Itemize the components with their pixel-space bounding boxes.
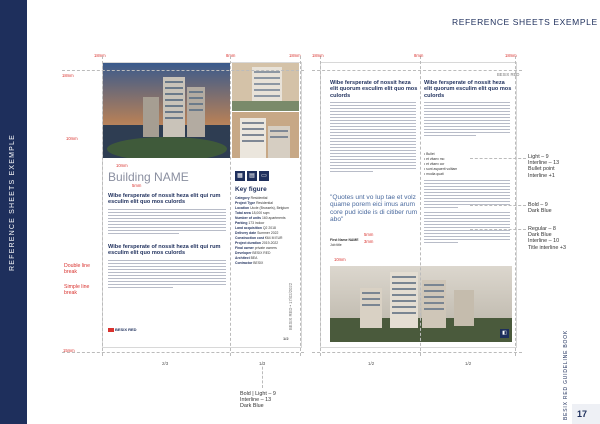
connector-light [470,158,526,159]
gutter-label: 8mm [226,53,236,58]
left-guide-1 [102,56,103,356]
top-margin-label: 18mm [62,73,74,78]
right-guide-1 [320,56,321,356]
right-col2-text [424,102,510,138]
left-guide-2 [230,56,231,356]
inner-margin-label: 10mm [66,136,78,141]
left-body-text-1 [108,209,226,236]
footer-vertical-text: BESIX RED • 17/02/2022 [288,282,293,330]
key-figure-value: private owners [254,246,277,250]
fraction-left-b: 1/3 [259,361,266,366]
annotation-connector-left [262,362,263,388]
key-figure-value: 160 apartments [261,216,286,220]
top-guide [62,70,304,71]
pull-quote: "Quotes unt vo lup tae et volz quame porem eici imus arum core pud icide is di citiber rum abo" [330,194,418,224]
connector-bold [470,205,526,206]
logo-text: BESIX RED [115,327,137,332]
right-spacing-label: 10mm [334,257,346,262]
key-figure-label: Contractor [235,261,253,265]
key-figure-label: Total area [235,211,251,215]
key-figure-label: Construction cost [235,236,265,240]
connector-regular [470,229,526,230]
regular-annotation: Regular – 8 Dark Blue Interline – 10 Title interline +3 [528,226,567,251]
heading-spacing-label: 5mm [132,183,142,188]
key-figure-label: Number of units [235,216,261,220]
key-figure-value: Residential [250,196,268,200]
key-figure-label: Category [235,196,250,200]
key-figure-value: €64 M EUR [264,236,283,240]
key-figure-value: BEA [250,256,258,260]
page-number: 17 [577,409,588,419]
bullet-dot-icon: • [424,172,427,176]
left-heading-2: Wibe fersperate of nossit heza elit qui rum esculim elit quo mos culords [108,244,221,257]
key-figure-label: Project duration [235,241,261,245]
left-footer-vertical [288,282,294,390]
right-col1-text [330,102,416,174]
logo-mark-icon [108,328,114,332]
key-figure-value: Summer 2022 [257,231,279,235]
quote-author-title: Job title [330,243,342,247]
right-side-label: 18mm [312,53,324,58]
right-gutter-label: 8mm [414,53,424,58]
key-figure-label: Location [235,206,250,210]
quote-spacing-label-2: 3mm [364,239,374,244]
key-figure-title: Key figure [235,186,267,193]
key-figure-value: BESIX [253,261,264,265]
left-guide-3 [300,56,301,356]
key-figure-list [235,196,295,266]
quote-author: First Name NAME [330,238,359,242]
right-guide-2 [420,56,421,356]
bold-light-annotation: Bold | Light – 9 Interline – 13 Dark Blue [240,391,276,410]
simple-line-break-label: Simple line break [64,284,90,296]
key-figure-value: Uccle (Brussels), Belgium [250,206,289,210]
key-figure-label: Parking [235,221,248,225]
bottom-guide [62,352,304,353]
bullet-text: et vitaex mo [426,157,445,161]
logo-label-right: BESIX RED [497,72,520,77]
left-heading-1: Wibe fersperate of nossit heza elit qui rum esculim elit quo mos culords [108,193,221,206]
document-icon: ▭ [259,171,269,181]
left-photo-small-bottom [232,112,299,158]
bullet-text: modia quati [426,172,444,176]
right-heading-left: Wibe fersperate of nossit heza elit quorum esculim elit quo mos culords [330,80,418,99]
key-figure-label: Developer [235,251,252,255]
key-figure-value: BESIX RED [252,251,271,255]
quote-spacing-label-1: 5mm [364,232,374,237]
right-top-guide [312,70,522,71]
sidebar-title: REFERENCE SHEETS EXEMPLE [9,134,16,271]
key-figure-label: Delivery date [235,231,257,235]
bullet-dot-icon: • [424,157,427,161]
key-figure-value: Q2 2018 [262,226,276,230]
logo-mark-icon-right: ◧ [500,329,509,338]
bottom-margin-label: 15mm [63,348,75,353]
key-figure-row [235,261,295,266]
key-figure-value: Residential [256,201,273,205]
left-body-text-2 [108,260,226,290]
right-building-photo [330,266,512,342]
right-guide-3 [515,56,516,356]
calendar-icon: ▤ [247,171,257,181]
bold-annotation: Bold – 9 Dark Blue [528,202,552,215]
key-figure-value: 2019-2022 [261,241,279,245]
double-line-break-label: Double line break [64,263,90,275]
side-margin-label: 18mm [94,53,106,58]
bullet-list [424,152,457,177]
building-name: Building NAME [108,170,189,184]
besix-logo-left [108,327,137,332]
fraction-left-a: 2/3 [162,361,169,366]
bullet-dot-icon: • [424,152,427,156]
key-figure-label: Architect [235,256,250,260]
key-figure-value: 173 indoor [248,221,265,225]
bullet-text: sunt aspaerit volitam [426,167,458,171]
bullet-dot-icon: • [424,167,427,171]
page-title: REFERENCE SHEETS EXEMPLE [452,17,598,27]
bullet-item [424,172,457,177]
guide-book-label: BESIX RED GUIDELINE BOOK [563,329,569,420]
bullet-dot-icon: • [424,162,427,166]
key-figure-label: Final owner [235,246,254,250]
right-margin-label: 18mm [289,53,301,58]
left-building-photo [103,63,230,158]
bullet-text: Bullet [426,152,435,156]
fraction-right-a: 1/2 [368,361,375,366]
right-heading-right: Wibe fersperate of nossit heza elit quorum esculim elit quo mos culords [424,80,512,99]
fraction-right-b: 1/2 [465,361,472,366]
name-spacing-label: 10mm [116,163,128,168]
bullet-text: et vitaex cor [426,162,445,166]
key-figure-value: 18,000 sqm [251,211,270,215]
key-figure-label: Project Type [235,201,256,205]
left-page-number: 1/2 [283,336,289,341]
light-bullet-annotation: Light – 9 Interline – 13 Bullet point Interline +1 [528,154,560,179]
key-figure-label: Land acquisition [235,226,262,230]
right-end-label: 18mm [505,53,517,58]
building-icon: ▦ [235,171,245,181]
right-bottom-guide [312,352,522,353]
